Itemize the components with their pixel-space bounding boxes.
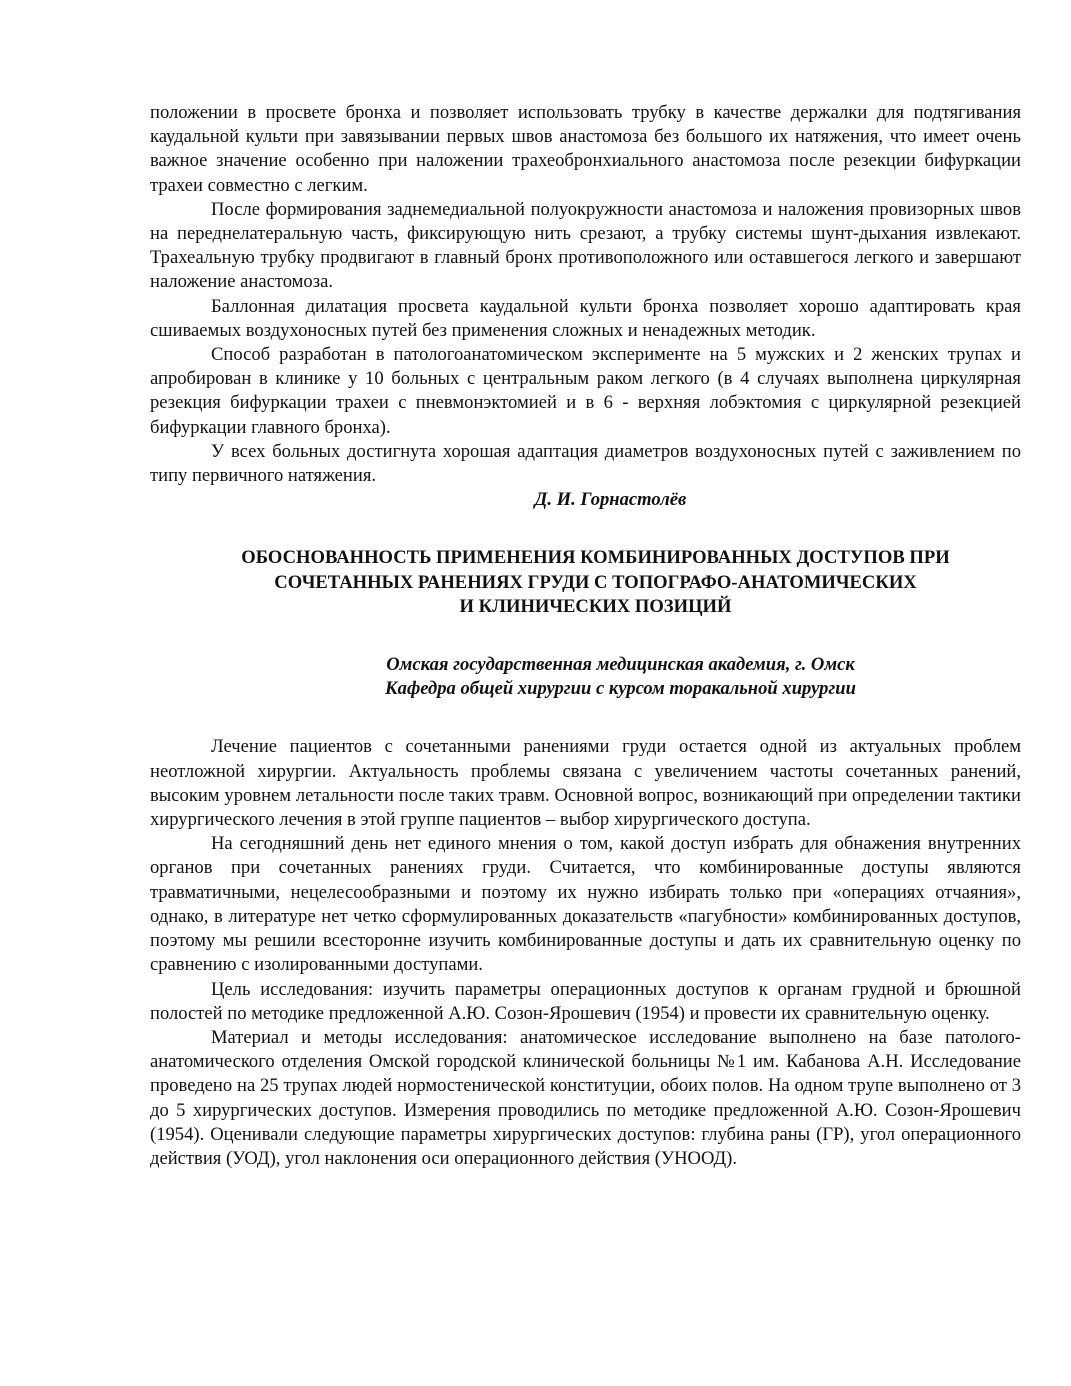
title-line: И КЛИНИЧЕСКИХ ПОЗИЦИЙ bbox=[459, 595, 732, 617]
affiliation-line: Кафедра общей хирургии с курсом торакальной хирургии bbox=[385, 678, 856, 700]
paragraph: На сегодняшний день нет единого мнения о том, какой доступ избрать для обнажения внутренних органов при сочетанных ранениях груди. Считается, что комбинированные доступы являются травматичными, нецелесообразными и поэтому их нужно избирать только при «операциях отчаяния», однако, в литературе нет четко сформулированных доказательств «пагубности» комбинированных доступов, поэтому мы решили всесторонне изучить комбинированные доступы и дать их сравнительную оценку по сравнению с изолированными доступами. bbox=[150, 833, 1021, 976]
paragraph: Лечение пациентов с сочетанными ранениями груди остается одной из актуальных проблем неотложной хирургии. Актуальность проблемы связана с увеличением частоты сочетанных ранений, высоким уровнем летальности после таких травм. Основной вопрос, возникающий при определении тактики хирургического лечения в этой группе пациентов – выбор хирургического доступа. bbox=[150, 736, 1021, 831]
title-line: ОБОСНОВАННОСТЬ ПРИМЕНЕНИЯ КОМБИНИРОВАННЫХ ДОСТУПОВ ПРИ bbox=[241, 547, 950, 569]
paragraph: Способ разработан в патологоанатомическом эксперименте на 5 мужских и 2 женских трупах и апробирован в клинике у 10 больных с центральным раком легкого (в 4 случаях выполнена циркулярная резекция бифуркации трахеи с пневмонэктомией и в 6 - верхняя лобэктомия с циркулярной резекцией бифуркации главного бронха). bbox=[150, 344, 1021, 438]
affiliation-line: Омская государственная медицинская академия, г. Омск bbox=[386, 654, 855, 676]
affiliation bbox=[150, 653, 1021, 701]
author-signature: Д. И. Горнастолёв bbox=[534, 489, 687, 511]
paragraph: Материал и методы исследования: анатомическое исследование выполнено на базе патолого-анатомического отделения Омской городской клинической больницы №1 им. Кабанова А.Н. Исследование проведено на 25 трупах людей нормостенической конституции, обоих полов. На одном трупе выполнено от 3 до 5 хирургических доступов. Измерения проводились по методике предложенной А.Ю. Созон-Ярошевич (1954). Оценивали следующие параметры хирургических доступов: глубина раны (ГР), угол операционного действия (УОД), угол наклонения оси операционного действия (УНООД). bbox=[150, 1026, 1021, 1169]
spacer bbox=[150, 701, 1021, 735]
paragraph: После формирования заднемедиальной полуокружности анастомоза и наложения провизорных швов на переднелатеральную часть, фиксирующую нить срезают, а трубку системы шунт-дыхания извлекают. Трахеальную трубку продвигают в главный бронх противоположного или оставшегося легкого и завершают наложение анастомоза. bbox=[150, 198, 1021, 293]
paragraph-continued: положении в просвете бронха и позволяет использовать трубку в качестве держалки для подтягивания каудальной культи при завязывании первых швов анастомоза без большого их натяжения, что имеет очень важное значение особенно при наложении трахеобронхиального анастомоза после резекции бифуркации трахеи совместно с легким. bbox=[150, 102, 1021, 196]
document-page bbox=[150, 101, 1021, 1171]
title-line: СОЧЕТАННЫХ РАНЕНИЯХ ГРУДИ С ТОПОГРАФО-АНАТОМИЧЕСКИХ bbox=[274, 571, 917, 593]
paragraph: Цель исследования: изучить параметры операционных доступов к органам грудной и брюшной полостей по методике предложенной А.Ю. Созон-Ярошевич (1954) и провести их сравнительную оценку. bbox=[150, 978, 1021, 1024]
article-title bbox=[150, 546, 1021, 619]
paragraph: Баллонная дилатация просвета каудальной культи бронха позволяет хорошо адаптировать края сшиваемых воздухоносных путей без применения сложных и ненадежных методик. bbox=[150, 295, 1021, 341]
paragraph: У всех больных достигнута хорошая адаптация диаметров воздухоносных путей с заживлением по типу первичного натяжения. bbox=[150, 440, 1021, 487]
